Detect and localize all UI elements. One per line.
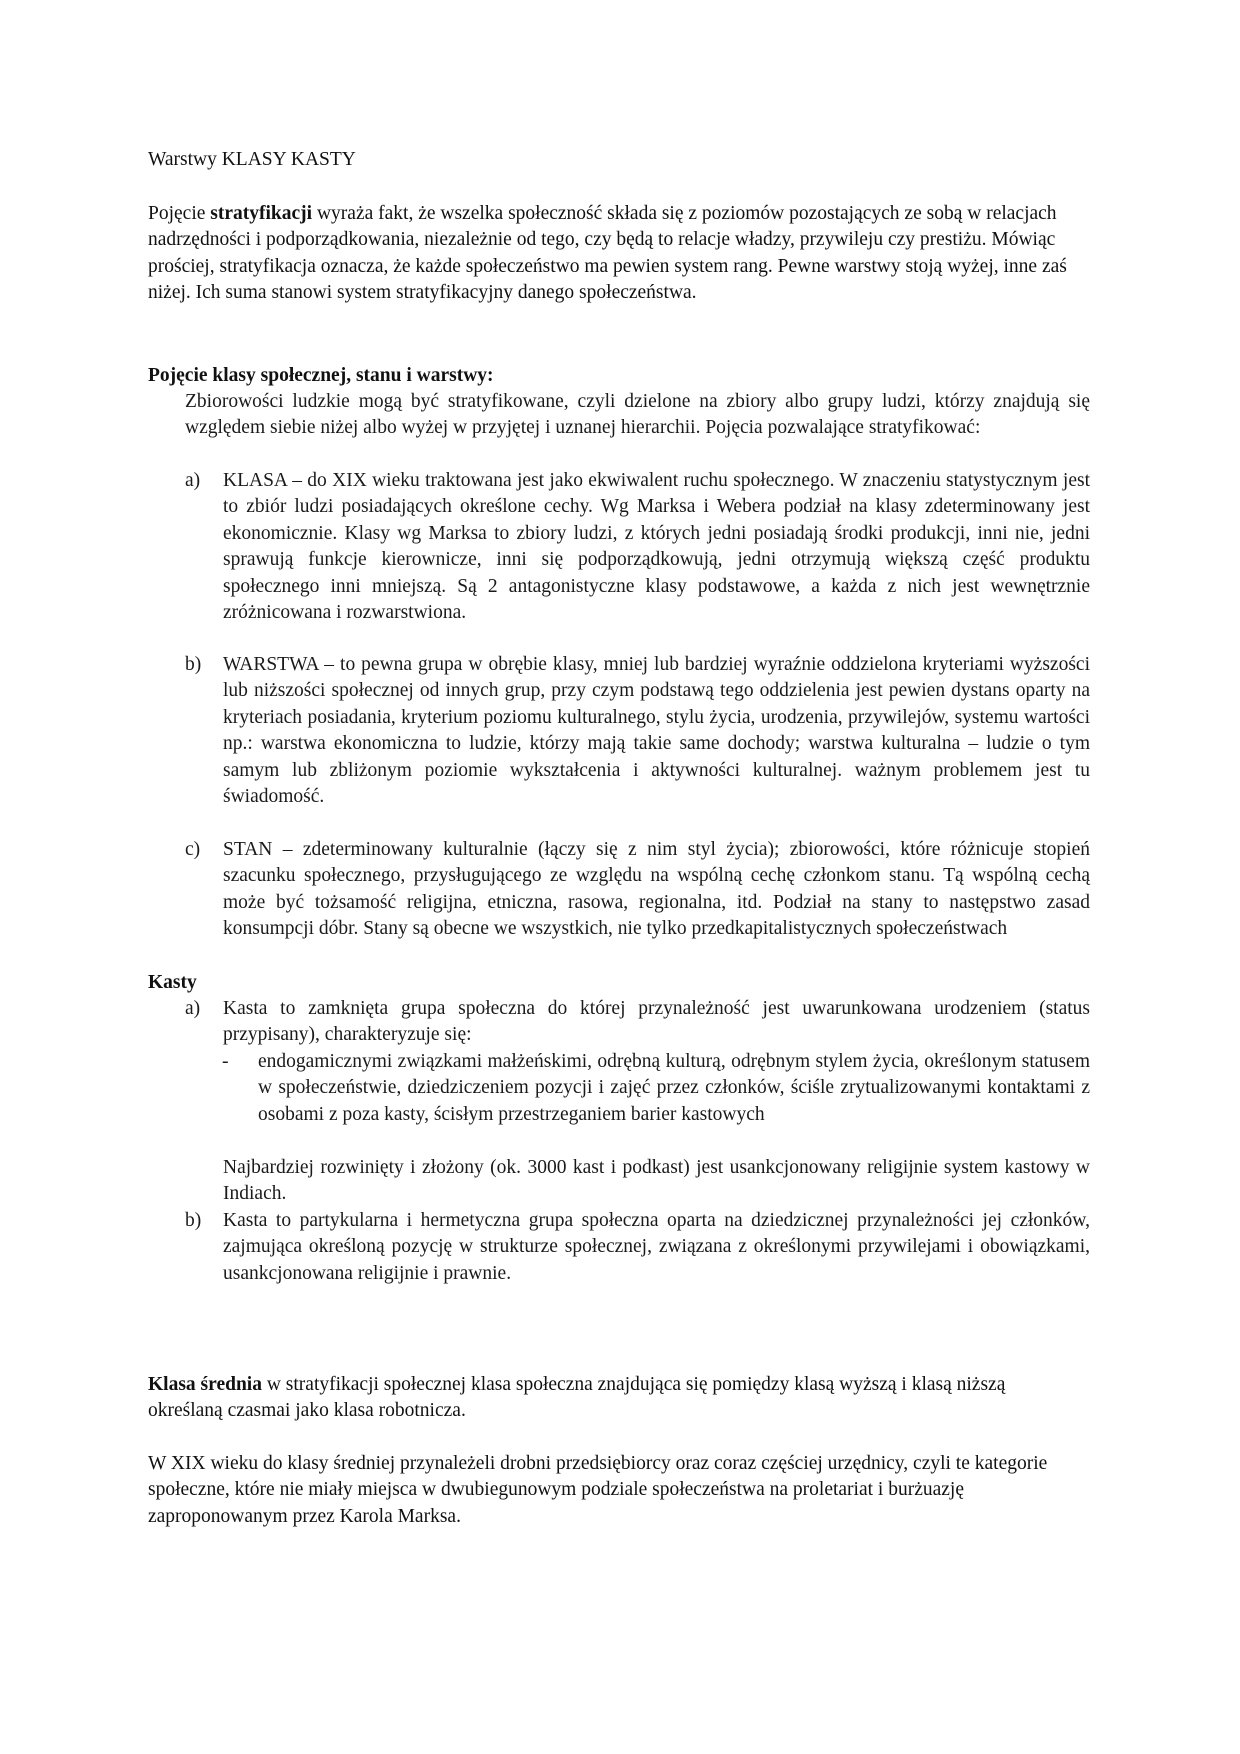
section-heading-classes: Pojęcie klasy społecznej, stanu i warstwy: — [148, 365, 494, 386]
list-marker: b) — [185, 1210, 202, 1231]
dash-marker: - — [222, 1051, 229, 1072]
kasta-a-conclusion: Najbardziej rozwinięty i złożony (ok. 3000 kast i podkast) jest usankcjonowany religijnie system kastowy w Indiach. — [223, 1157, 1090, 1205]
intro-paragraph — [148, 201, 1068, 307]
list-marker: a) — [185, 998, 201, 1019]
list-marker: b) — [185, 654, 202, 675]
intro-text-rest: wyraża fakt, że wszelka społeczność składa się z poziomów pozostających ze sobą w relacjach nadrzędności i podporządkowania, niezależnie od tego, czy będą to relacje władzy, przywileju czy prestiżu. Mówiąc prościej, stratyfikacja oznacza, że każde społeczeństwo ma pewien system rang. Pewne warstwy stoją wyżej, inne zaś niżej. Ich suma stanowi system stratyfikacyjny danego społeczeństwa. — [148, 203, 1067, 304]
list-item-kasta-b — [185, 1208, 1090, 1287]
section-lead-paragraph: Zbiorowości ludzkie mogą być stratyfikowane, czyli dzielone na zbiory albo grupy ludzi, którzy znajdują się względem siebie niżej albo wyżej w przyjętej i uznanej hierarchii. Pojęcia pozwalające stratyfikować: — [185, 391, 1090, 439]
middle-class-text: w stratyfikacji społecznej klasa społeczna znajdująca się pomiędzy klasą wyższą i klasą niższą określaną czasmai jako klasa robotnicza. — [148, 1374, 1006, 1422]
list-item-klasa — [185, 468, 1090, 626]
middle-class-term: Klasa średnia — [148, 1374, 262, 1395]
dash-list-item — [222, 1049, 1090, 1128]
intro-text-start: Pojęcie — [148, 203, 211, 224]
dash-item-text: endogamicznymi związkami małżeńskimi, odrębną kulturą, odrębnym stylem życia, określonym statusem w społeczeństwie, dziedziczeniem pozycji i zajęć przez członków, ściśle zrytualizowanymi kontaktami z osobami z poza kasty, ścisłym przestrzeganiem barier kastowych — [258, 1051, 1090, 1125]
list-item-text: STAN – zdeterminowany kulturalnie (łączy się z nim styl życia); zbiorowości, które różnicuje stopień szacunku społecznego, przysługującego ze względu na wspólną cechę członkom stanu. Tą wspólną cechą może być tożsamość religijna, etniczna, rasowa, regionalna, itd. Podział na stany to następstwo zasad konsumpcji dóbr. Stany są obecne we wszystkich, nie tylko przedkapitalistycznych społeczeństwach — [223, 839, 1090, 940]
document-title: Warstwy KLASY KASTY — [148, 149, 356, 170]
section-heading-kasty: Kasty — [148, 972, 197, 993]
intro-term: stratyfikacji — [210, 203, 313, 224]
list-item-stan — [185, 837, 1090, 943]
list-item-text: Kasta to partykularna i hermetyczna grupa społeczna oparta na dziedzicznej przynależności jej członków, zajmująca określoną pozycję w strukturze społecznej, związana z określonymi przywilejami i obowiązkami, usankcjonowana religijnie i prawnie. — [223, 1210, 1090, 1284]
middle-class-paragraph — [148, 1372, 1068, 1425]
list-item-warstwa — [185, 652, 1090, 810]
xix-century-paragraph: W XIX wieku do klasy średniej przynależeli drobni przedsiębiorcy oraz coraz częściej urzędnicy, czyli te kategorie społeczne, które nie miały miejsca w dwubiegunowym podziale społeczeństwa na proletariat i burżuazję zaproponowanym przez Karola Marksa. — [148, 1453, 1048, 1527]
list-item-text: WARSTWA – to pewna grupa w obrębie klasy, mniej lub bardziej wyraźnie oddzielona kryteriami wyższości lub niższości społecznej od innych grup, przy czym podstawą tego oddzielenia jest pewien dystans oparty na kryteriach posiadania, kryterium poziomu kulturalnego, stylu życia, urodzenia, przywilejów, systemu wartości np.: warstwa ekonomiczna to ludzie, którzy mają takie same dochody; warstwa kulturalna – ludzie o tym samym lub zbliżonym poziomie wykształcenia i aktywności kulturalnej. ważnym problemem jest tu świadomość. — [223, 654, 1090, 808]
list-marker: a) — [185, 470, 201, 491]
list-item-kasta-a — [185, 996, 1090, 1049]
list-item-text: Kasta to zamknięta grupa społeczna do której przynależność jest uwarunkowana urodzeniem (status przypisany), charakteryzuje się: — [223, 998, 1090, 1046]
list-marker: c) — [185, 839, 201, 860]
list-item-text: KLASA – do XIX wieku traktowana jest jako ekwiwalent ruchu społecznego. W znaczeniu statystycznym jest to zbiór ludzi posiadających określone cechy. Wg Marksa i Webera podział na klasy zdeterminowany jest ekonomicznie. Klasy wg Marksa to zbiory ludzi, z których jedni posiadają środki produkcji, inni nie, jedni sprawują funkcje kierownicze, inni się podporządkowują, jedni otrzymują większą część produktu społecznego inni mniejszą. Są 2 antagonistyczne klasy podstawowe, a każda z nich jest wewnętrznie zróżnicowana i rozwarstwiona. — [223, 470, 1090, 624]
